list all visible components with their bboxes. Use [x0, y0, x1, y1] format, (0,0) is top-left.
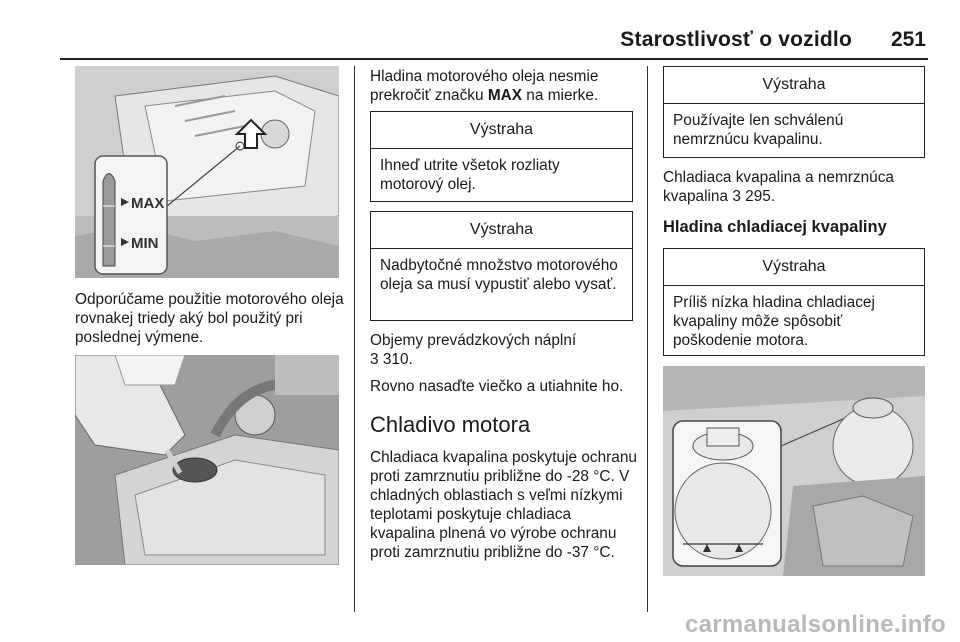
warning-box-4	[663, 248, 925, 356]
oil-filling-image	[75, 355, 339, 565]
fill-volumes-paragraph	[370, 331, 635, 369]
oil-dipstick-illustration	[75, 66, 339, 278]
watermark: carmanualsonline.info	[684, 611, 946, 638]
fill-volumes-text: Objemy prevádzkových náplní	[370, 332, 577, 349]
column-divider-1	[354, 66, 355, 612]
oil-dipstick-image	[75, 66, 339, 278]
coolant-level-heading: Hladina chladiacej kvapaliny	[663, 218, 887, 236]
warning-title: Výstraha	[371, 212, 632, 249]
antifreeze-text: Chladiaca kvapalina a nemrznúca kvapalina	[663, 169, 894, 205]
max-label: MAX	[131, 195, 165, 212]
coolant-reservoir-image	[663, 366, 925, 576]
max-level-text-end: na mierke.	[522, 87, 599, 104]
coolant-paragraph: Chladiaca kvapalina poskytuje ochranu proti zamrznutiu približne do -28 °C. V chladných oblastiach s veľmi nízkymi teplotami poskytuje chladiaca kvapalina plnená vo výrobe ochranu proti zamrznutiu približne do -37 °C.	[370, 449, 637, 561]
column-1-text	[75, 290, 345, 347]
column-2-body	[370, 331, 635, 396]
max-level-paragraph	[370, 67, 635, 105]
oil-filling-illustration	[75, 355, 339, 565]
page-title: Starostlivosť o vozidlo	[620, 28, 852, 51]
max-level-mark: MAX	[487, 87, 523, 104]
warning-text: Príliš nízka hladina chladiacej kvapaliny môže spôsobiť poškodenie motora.	[673, 294, 875, 349]
coolant-reservoir-illustration	[663, 366, 925, 576]
coolant-text	[370, 448, 640, 562]
antifreeze-ref: 3 295.	[732, 188, 776, 205]
warning-title: Výstraha	[664, 67, 924, 104]
max-level-text: Hladina motorového oleja nesmie prekročiť značku	[370, 68, 599, 104]
column-3-text	[663, 168, 928, 206]
column-2-intro	[370, 67, 635, 105]
page-header	[60, 22, 928, 60]
fill-volumes-ref: 3 310.	[370, 351, 413, 368]
warning-text: Používajte len schválenú nemrznúcu kvapalinu.	[673, 112, 844, 148]
antifreeze-paragraph	[663, 168, 928, 206]
warning-title: Výstraha	[664, 249, 924, 286]
warning-box-2	[370, 211, 633, 321]
warning-box-1	[370, 111, 633, 202]
warning-text: Ihneď utrite všetok rozliaty motorový olej.	[380, 157, 560, 193]
warning-box-3	[663, 66, 925, 158]
warning-text: Nadbytočné množstvo motorového oleja sa musí vypustiť alebo vysať.	[380, 257, 618, 293]
min-label: MIN	[131, 235, 159, 252]
column-divider-2	[647, 66, 648, 612]
cap-paragraph: Rovno nasaďte viečko a utiahnite ho.	[370, 378, 624, 395]
page-number: 251	[890, 28, 926, 51]
warning-title: Výstraha	[371, 112, 632, 149]
coolant-heading: Chladivo motora	[370, 412, 531, 437]
oil-grade-paragraph: Odporúčame použitie motorového oleja rovnakej triedy aký bol použitý pri poslednej výmene.	[75, 291, 344, 346]
